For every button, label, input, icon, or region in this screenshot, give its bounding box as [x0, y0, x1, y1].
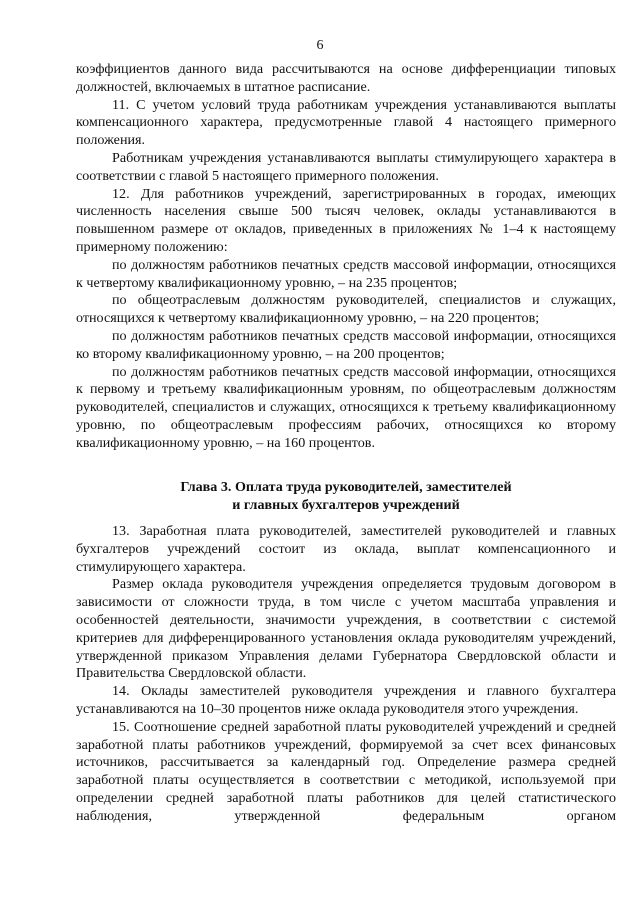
- chapter-heading-line: и главных бухгалтеров учреждений: [232, 497, 460, 513]
- body-text-top: [76, 61, 616, 453]
- paragraph: по общеотраслевым должностям руководителей, специалистов и служащих, относящихся к четвертому квалификационному уровню, – на 220 процентов;: [76, 292, 616, 327]
- paragraph: 12. Для работников учреждений, зарегистрированных в городах, имеющих численность населения свыше 500 тысяч человек, оклады устанавливаются в повышенном размере от окладов, приведенных в приложениях № 1–4 к настоящему примерному положению:: [76, 185, 616, 255]
- paragraph: 15. Соотношение средней заработной платы руководителей учреждений и средней заработной платы работников учреждений, формируемой за счет всех финансовых источников, рассчитывается за календарный год. Определение размера средней заработной платы осуществляется в соответствии с методикой, используемой при определении средней заработной платы работников для целей статистического наблюдения, утвержденной федеральным органом: [76, 718, 616, 824]
- paragraph: по должностям работников печатных средств массовой информации, относящихся ко второму квалификационному уровню, – на 200 процентов;: [76, 327, 616, 362]
- paragraph: Работникам учреждения устанавливаются выплаты стимулирующего характера в соответствии с главой 5 настоящего примерного положения.: [76, 149, 616, 184]
- paragraph: 13. Заработная плата руководителей, заместителей руководителей и главных бухгалтеров учреждений состоит из оклада, выплат компенсационного и стимулирующего характера.: [76, 523, 616, 575]
- paragraph: Размер оклада руководителя учреждения определяется трудовым договором в зависимости от сложности труда, в том числе с учетом масштаба управления и особенностей деятельности, значимости учреждения, в соответствии с системой критериев для дифференцированного установления оклада руководителям учреждений, утвержденной приказом Управления делами Губернатора Свердловской области и Правительства Свердловской области.: [76, 576, 616, 682]
- chapter-heading: [76, 478, 616, 514]
- paragraph: 14. Оклады заместителей руководителя учреждения и главного бухгалтера устанавливаются на 10–30 процентов ниже оклада руководителя этого учреждения.: [76, 683, 616, 717]
- paragraph: по должностям работников печатных средств массовой информации, относящихся к первому и третьему квалификационным уровням, по общеотраслевым должностям руководителей, специалистов и служащих, относящихся к третьему квалификационному уровню, по общеотраслевым профессиям рабочих, относящихся ко второму квалификационному уровню, – на 160 процентов.: [76, 363, 616, 451]
- chapter-heading-line: Глава 3. Оплата труда руководителей, заместителей: [180, 479, 512, 495]
- paragraph: 11. С учетом условий труда работникам учреждения устанавливаются выплаты компенсационного характера, предусмотренные главой 4 настоящего примерного положения.: [76, 96, 616, 149]
- body-text-bottom: [76, 523, 616, 826]
- paragraph: коэффициентов данного вида рассчитываются на основе дифференциации типовых должностей, включаемых в штатное расписание.: [76, 61, 616, 95]
- page-number: 6: [316, 38, 324, 53]
- paragraph: по должностям работников печатных средств массовой информации, относящихся к четвертому квалификационному уровню, – на 235 процентов;: [76, 256, 616, 291]
